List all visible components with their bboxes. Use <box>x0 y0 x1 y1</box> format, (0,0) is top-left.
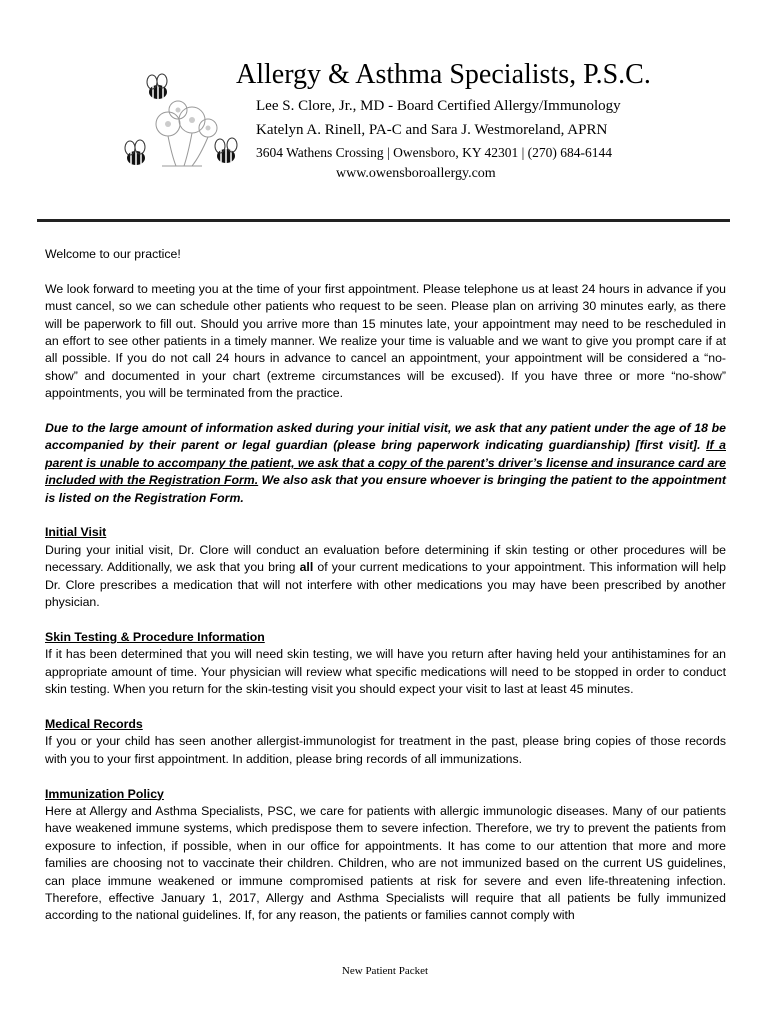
immunization-heading: Immunization Policy <box>45 786 164 801</box>
intro-paragraph: We look forward to meeting you at the time of your first appointment. Please telephone us at least 24 hours in advance if you must cancel, so we can schedule other patients who request to be seen. Please plan on arriving 30 minutes early, as there will be paperwork to fill out. Should you arrive more than 15 minutes late, your appointment may need to be rescheduled in an effort to see other patients in a timely manner. We realize your time is valuable and we want to give you prompt care if at all possible. If you do not call 24 hours in advance to cancel an appointment, your appointment will be considered a “no-show” and documented in your chart (extreme circumstances will be excused). If you have three or more “no-show” appointments, you will be terminated from the practice. <box>45 281 726 401</box>
medical-records-text: If you or your child has seen another allergist-immunologist for treatment in the past, please bring copies of those records with you to your first appointment. In addition, please bring records of all immunizations. <box>45 734 726 766</box>
skin-testing-section <box>45 629 726 699</box>
initial-visit-heading: Initial Visit <box>45 525 107 540</box>
initial-visit-section <box>45 524 726 611</box>
letterhead <box>0 0 770 230</box>
skin-testing-text: If it has been determined that you will need skin testing, we will have you return after having held your antihistamines for an appropriate amount of time. Your physician will review what specific medications will need to be stopped in order to conduct skin testing. When you return for the skin-testing visit you should expect your visit to last at least 45 minutes. <box>45 647 726 697</box>
greeting: Welcome to our practice! <box>45 247 181 261</box>
immunization-section <box>45 786 726 925</box>
staff-line: Katelyn A. Rinell, PA-C and Sara J. Westmoreland, APRN <box>256 122 608 138</box>
initial-visit-text-a: During your initial visit, Dr. Clore will conduct an evaluation before determining if skin testing or other procedures will be necessary. Additionally, we ask that you bring <box>45 542 726 575</box>
medical-records-section <box>45 716 726 768</box>
medical-records-heading: Medical Records <box>45 716 143 731</box>
website-link[interactable]: www.owensboroallergy.com <box>336 166 496 181</box>
skin-testing-heading: Skin Testing & Procedure Information <box>45 629 265 644</box>
initial-visit-text-b: of your current medications to your appointment. This information will help Dr. Clore prescribes a medication that will not interfere with other medications you may have been prescribed by another physician. <box>45 560 726 610</box>
doctor-line: Lee S. Clore, Jr., MD - Board Certified Allergy/Immunology <box>256 98 621 114</box>
letter-body <box>45 246 726 942</box>
practice-name: Allergy & Asthma Specialists, P.S.C. <box>236 59 651 90</box>
minor-policy-paragraph <box>45 420 726 507</box>
minor-policy-part2: If a parent is unable to accompany the patient, we ask that a copy of the parent’s driver’s license and insurance card are included with the Registration Form. <box>45 438 726 488</box>
header-divider <box>37 219 730 222</box>
minor-policy-part3: We also ask that you ensure whoever is bringing the patient to the appointment is listed on the Registration Form. <box>45 473 727 505</box>
immunization-text: Here at Allergy and Asthma Specialists, PSC, we care for patients with allergic immunologic diseases. Many of our patients have weakened immune systems, which predispose them to severe infection. Therefore, we try to prevent the patients from exposure to infection, if possible, when in our office for appointments. It has come to our attention that more and more families are choosing not to vaccinate their children. Children, who are not immunized based on the current US guidelines, can place immune weakened or immune compromised patients at risk for severe and even life-threatening infection. Therefore, effective January 1, 2017, Allergy and Asthma Specialists will require that all patients be fully immunized according to the national guidelines. If, for any reason, the patients or families cannot comply with <box>45 803 726 923</box>
initial-visit-bold: all <box>299 560 314 575</box>
bees-and-flowers-logo <box>112 66 248 178</box>
address-line: 3604 Wathens Crossing | Owensboro, KY 42301 | (270) 684-6144 <box>256 145 613 160</box>
minor-policy-part1: Due to the large amount of information asked during your initial visit, we ask that any patient under the age of 18 be accompanied by their parent or legal guardian (please bring paperwork indicating guardianship) [first visit]. <box>45 421 726 453</box>
footer-label: New Patient Packet <box>341 965 429 977</box>
bee-icon <box>147 74 167 99</box>
